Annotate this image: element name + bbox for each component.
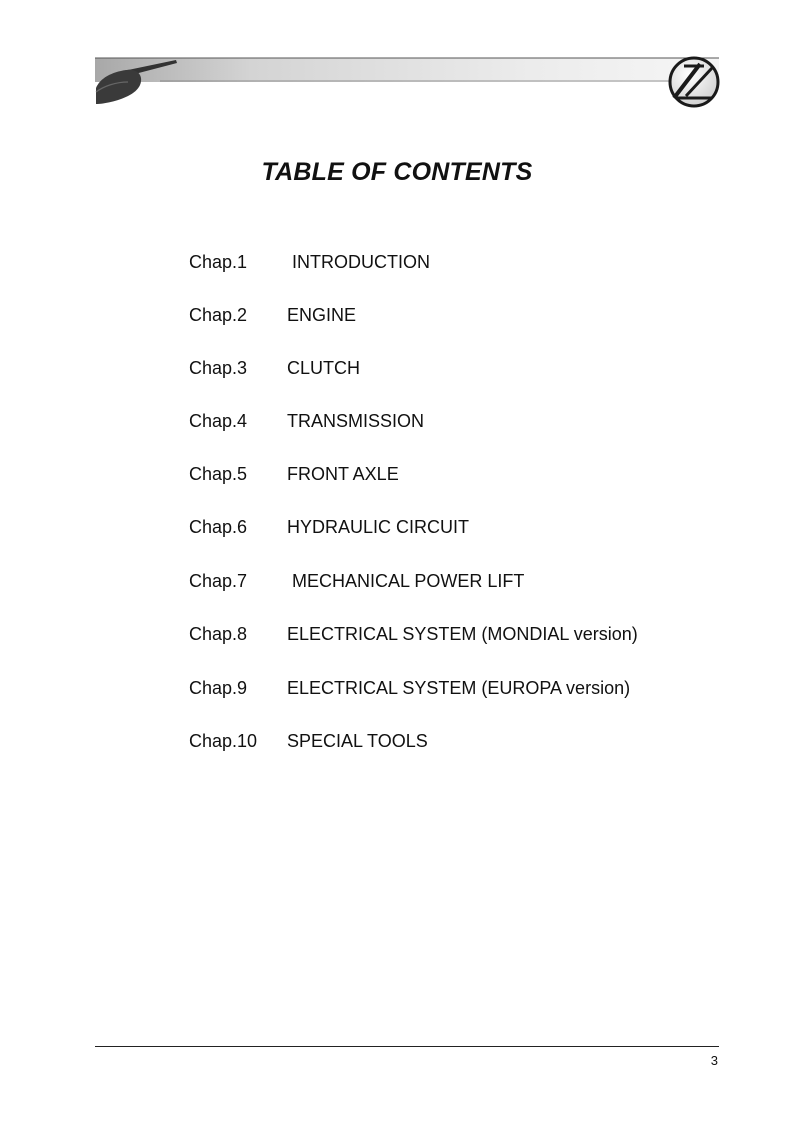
chapter-title: INTRODUCTION [292, 252, 430, 272]
chapter-title: FRONT AXLE [287, 464, 399, 484]
chapter-number: Chap.3 [189, 358, 248, 378]
chapter-title: ENGINE [287, 305, 357, 325]
chapter-number: Chap.9 [189, 678, 248, 698]
chapter-number: Chap.4 [189, 411, 248, 431]
chapter-title: CLUTCH [287, 358, 361, 378]
brand-logo-icon [670, 58, 718, 106]
header-band [95, 58, 719, 82]
chapter-number: Chap.6 [189, 517, 248, 537]
footer-divider [95, 1046, 719, 1047]
chapter-title: ELECTRICAL SYSTEM (MONDIAL version) [287, 624, 638, 644]
header-graphic [0, 0, 794, 120]
chapter-title: MECHANICAL POWER LIFT [292, 571, 525, 591]
chapter-title: TRANSMISSION [287, 411, 425, 431]
chapter-number: Chap.1 [189, 252, 248, 272]
chapter-number: Chap.5 [189, 464, 248, 484]
chapter-title: HYDRAULIC CIRCUIT [287, 517, 470, 537]
page-title: TABLE OF CONTENTS [261, 158, 533, 186]
chapter-number: Chap.10 [189, 731, 258, 751]
chapter-title: SPECIAL TOOLS [287, 731, 428, 751]
chapter-number: Chap.7 [189, 571, 248, 591]
page-header [0, 0, 794, 120]
page-number: 3 [710, 1053, 718, 1068]
chapter-number: Chap.8 [189, 624, 248, 644]
chapter-number: Chap.2 [189, 305, 248, 325]
chapter-title: ELECTRICAL SYSTEM (EUROPA version) [287, 678, 631, 698]
